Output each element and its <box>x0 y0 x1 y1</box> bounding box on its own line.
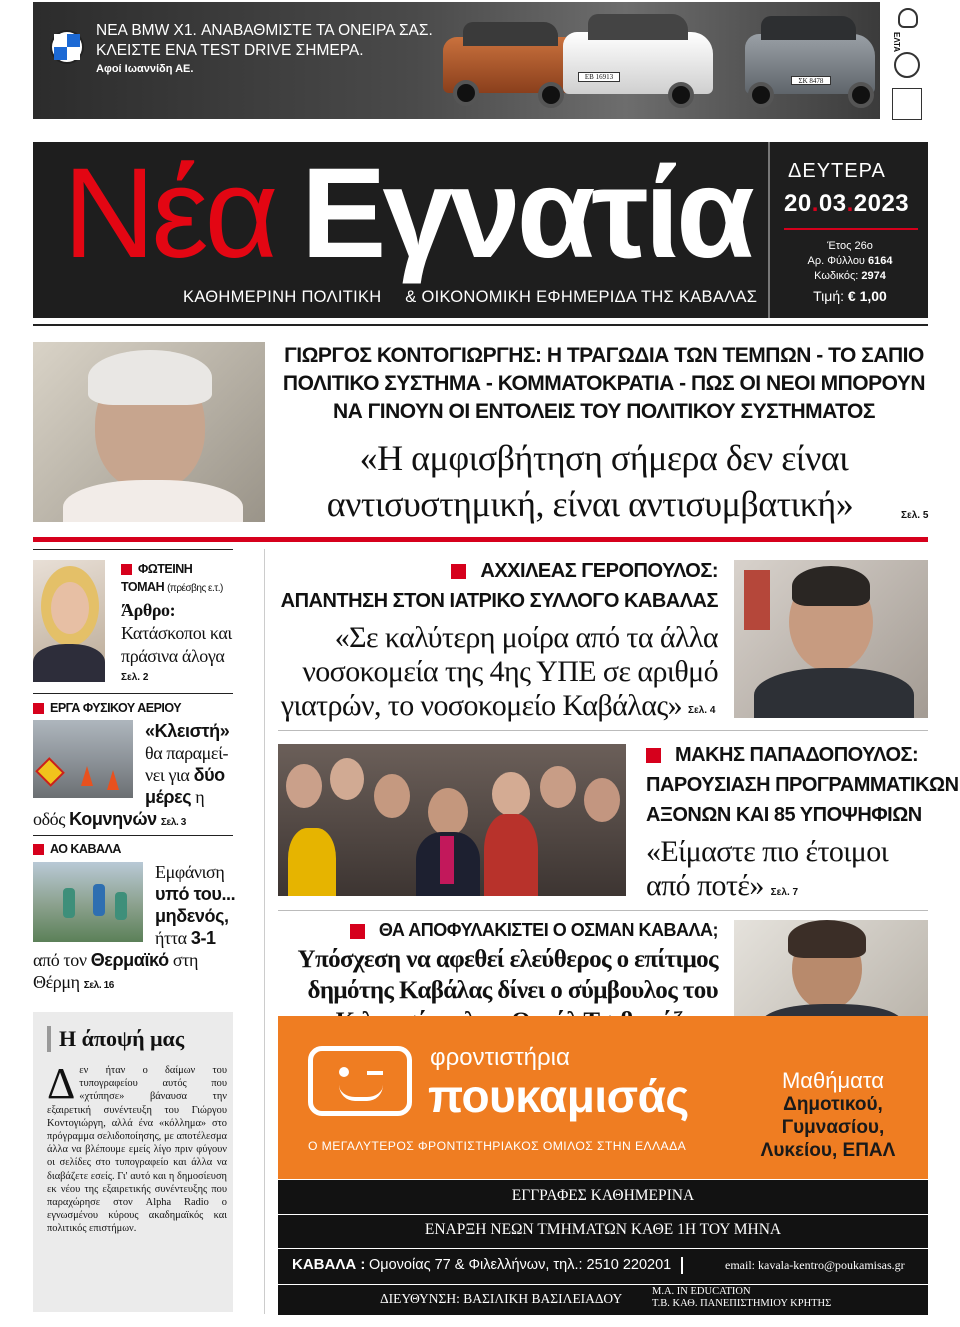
new-classes-text: ΕΝΑΡΞΗ ΝΕΩΝ ΤΜΗΜΑΤΩΝ ΚΑΘΕ 1Η ΤΟΥ ΜΗΝΑ <box>424 1221 782 1238</box>
email-text[interactable]: email: kavala-kentro@poukamisas.gr <box>725 1258 905 1272</box>
person-shape <box>374 774 410 818</box>
stamp-circle-icon <box>894 52 920 78</box>
plate-2: ΣΚ 8478 <box>791 76 831 85</box>
city-label: ΚΑΒΑΛΑ : <box>292 1256 366 1273</box>
title-nea: Νέα <box>63 142 275 285</box>
stamp-box <box>892 88 922 120</box>
osman-line-1[interactable]: Υπόσχεση να αφεθεί ελεύθερος ο επίτιμος <box>297 946 718 973</box>
tomai-page-ref: Σελ. 2 <box>121 672 149 683</box>
gerop-page-ref: Σελ. 4 <box>688 705 716 716</box>
person-shape <box>484 814 538 896</box>
jacket-shape <box>33 644 105 682</box>
lead-kicker-3: ΝΑ ΓΙΝΟΥΝ ΟΙ ΕΝΤΟΛΕΙΣ ΤΟΥ ΠΟΛΙΤΙΚΟΥ ΣΥΣΤΗΜΑΤΟΣ <box>332 400 875 423</box>
osman-photo[interactable] <box>734 920 928 1030</box>
masthead <box>33 142 928 318</box>
lead-page-ref: Σελ. 5 <box>901 510 929 521</box>
roadwork-photo[interactable] <box>33 720 133 798</box>
wink-logo-icon <box>308 1046 412 1116</box>
person-shape <box>330 758 364 800</box>
level-1: Δημοτικού, <box>783 1094 883 1115</box>
tagline-left: ΚΑΘΗΜΕΡΙΝΗ ΠΟΛΙΤΙΚΗ <box>183 288 382 306</box>
football-photo[interactable] <box>33 862 143 942</box>
person-shape <box>540 766 576 808</box>
sidebar-top-rule <box>33 549 233 550</box>
hair-shape <box>88 350 212 405</box>
ad-line-1: ΝΕΑ BMW X1. ΑΝΑΒΑΘΜΙΣΤΕ ΤΑ ΟΝΕΙΡΑ ΣΑΣ. <box>96 22 433 39</box>
postal-stamp <box>886 2 930 122</box>
traffic-cone-icon <box>81 766 93 786</box>
gas-line-5[interactable]: οδός Κομνηνών Σελ. 3 <box>33 809 186 829</box>
lead-quote-1[interactable]: «Η αμφισβήτηση σήμερα δεν είναι <box>359 438 849 478</box>
geropoulos-photo[interactable] <box>734 560 928 718</box>
elta-label: ΕΛΤΑ <box>892 32 901 53</box>
brand-small: φροντιστήρια <box>430 1044 570 1071</box>
gerop-quote-2[interactable]: νοσοκομεία της 4ης ΥΠΕ σε αριθμό <box>302 655 718 688</box>
traffic-cone-icon <box>107 770 119 790</box>
face-shape <box>51 582 89 634</box>
suit-shape <box>754 668 914 718</box>
date-rule <box>784 228 918 230</box>
opinion-text[interactable] <box>47 1059 227 1236</box>
gas-head: ΕΡΓΑ ΦΥΣΙΚΟΥ ΑΕΡΙΟΥ <box>33 701 181 715</box>
tomai-article-label: Άρθρο: <box>121 600 176 620</box>
bmw-logo-icon <box>50 30 84 64</box>
gas-line-1[interactable]: «Κλειστή» <box>145 721 230 741</box>
lead-quote-2[interactable]: αντισυστημική, είναι αντισυμβατική» <box>326 484 854 524</box>
papad-kicker-2: ΠΑΡΟΥΣΙΑΣΗ ΠΡΟΓΡΑΜΜΑΤΙΚΩΝ <box>646 774 959 796</box>
bar-separator <box>278 1284 928 1285</box>
gerop-kicker-1: ΑΧΧΙΛΕΑΣ ΓΕΡΟΠΟΥΛΟΣ: <box>280 560 718 583</box>
player-shape <box>93 884 105 916</box>
poukamisas-info-bars <box>278 1180 928 1315</box>
bar-separator <box>278 1248 928 1249</box>
brand-slogan: Ο ΜΕΓΑΛΥΤΕΡΟΣ ΦΡΟΝΤΙΣΤΗΡΙΑΚΟΣ ΟΜΙΛΟΣ ΣΤΗΝ ΕΛΛΑΔΑ <box>308 1139 687 1153</box>
kontogiorgis-photo[interactable] <box>33 342 265 522</box>
tomai-title-1[interactable]: Κατάσκοποι και <box>121 623 232 643</box>
lead-kicker-1: ΓΙΩΡΓΟΣ ΚΟΝΤΟΓΙΩΡΓΗΣ: Η ΤΡΑΓΩΔΙΑ ΤΩΝ ΤΕΜΠΩΝ - ΤΟ ΣΑΠΙΟ <box>284 344 924 367</box>
shirt-shape <box>63 480 243 522</box>
papad-quote-1[interactable]: «Είμαστε πιο έτοιμοι <box>646 835 889 868</box>
icon-frame-shape <box>744 570 770 630</box>
tie-shape <box>440 836 454 884</box>
hair-shape <box>788 920 866 958</box>
person-shape <box>492 772 530 816</box>
opinion-body: εν ήταν ο δαίμων του τυπογραφείου αυτός που «χτύπησε» βάναυσα την εξαιρετική συνέντευξη του Γιώργου Κοντογιώργη, αλλά ένα «κόλλημα» στο πρόγραμμα σελιδοποίησης, με αποτέλεσμα άλλα να βλέπουμε εμείς λίγο πριν φύγουν οι σελίδες στο τυπογραφείο και άλλα να διαβάζετε εσείς. Γι' αυτό και η δημοσίευση εκ νέου της εξαιρετικής συνέντευξης που παραχώρησε στον Alpha Radio ο εγνωσμένου κύρους ακαδημαϊκός και πολιτικός επιστήμων. <box>47 1065 227 1235</box>
ao-line-3[interactable]: μηδενός, <box>155 906 229 926</box>
ao-line-4[interactable]: ήττα 3-1 <box>155 928 216 948</box>
tomai-name-2: ΤΟΜΑΗ (πρέσβης ε.τ.) <box>121 580 223 594</box>
bar-separator <box>278 1214 928 1215</box>
person-shape <box>584 778 620 822</box>
tomai-photo[interactable] <box>33 560 105 682</box>
year-label: Έτος 26ο <box>827 240 873 252</box>
gerop-quote-1[interactable]: «Σε καλύτερη μοίρα από τα άλλα <box>334 621 718 654</box>
sidebar-rule-2 <box>33 693 233 694</box>
gerop-quote-3[interactable]: γιατρών, το νοσοκομείο Καβάλας» <box>280 689 682 722</box>
papad-kicker-3: ΑΞΟΝΩΝ ΚΑΙ 85 ΥΠΟΨΗΦΙΩΝ <box>646 804 922 826</box>
drop-cap: Δ <box>47 1059 76 1108</box>
plate-1: ΕΒ 16913 <box>578 72 620 82</box>
osman-line-2[interactable]: δημότης Καβάλας δίνει ο σύμβουλος του <box>307 977 718 1004</box>
column-divider <box>264 549 265 1314</box>
opinion-title: Η άποψή μας <box>47 1026 184 1052</box>
ao-line-2[interactable]: υπό του... <box>155 884 236 904</box>
hair-shape <box>792 566 870 606</box>
person-shape <box>286 764 322 808</box>
ao-line-5[interactable]: από τον Θερμαϊκό στη <box>33 950 198 970</box>
gas-line-3[interactable]: νει για δύο <box>145 765 225 785</box>
level-3: Λυκείου, ΕΠΑΛ <box>760 1140 896 1161</box>
ao-line-6[interactable]: Θέρμη Σελ. 16 <box>33 972 114 992</box>
tomai-name-1: ΦΩΤΕΙΝΗ <box>121 562 192 576</box>
tagline <box>183 288 757 307</box>
gerop-kicker-2: ΑΠΑΝΤΗΣΗ ΣΤΟΝ ΙΑΤΡΙΚΟ ΣΥΛΛΟΓΟ ΚΑΒΑΛΑΣ <box>280 590 718 612</box>
price-label: Τιμή: € 1,00 <box>813 288 887 304</box>
lead-kicker-2: ΠΟΛΙΤΙΚΟ ΣΥΣΤΗΜΑ - ΚΟΜΜΑΤΟΚΡΑΤΙΑ - ΠΩΣ ΟΙ ΝΕΟΙ ΜΠΟΡΟΥΝ <box>282 372 926 395</box>
roadwork-sign-icon <box>35 757 65 787</box>
player-shape <box>63 888 75 918</box>
bmw-ad-banner[interactable] <box>33 2 880 119</box>
issue-label: Αρ. Φύλλου 6164 <box>807 255 893 267</box>
rule-gerop <box>278 730 928 731</box>
level-2: Γυμνασίου, <box>781 1117 885 1138</box>
date-label: 20.03.2023 <box>784 190 910 217</box>
ao-line-1[interactable]: Εμφάνιση <box>155 862 225 882</box>
lead-red-rule <box>33 537 928 542</box>
code-label: Κωδικός: 2974 <box>814 270 886 282</box>
cred-2: Τ.Β. ΚΑΘ. ΠΑΝΕΠΙΣΤΗΜΙΟΥ ΚΡΗΤΗΣ <box>652 1298 832 1309</box>
brand-big: πουκαμισάς <box>428 1070 689 1122</box>
opinion-box <box>33 1012 233 1312</box>
tomai-title-2[interactable]: πράσινα άλογα <box>121 646 225 666</box>
elta-bird-icon <box>898 8 918 28</box>
papad-quote-2[interactable]: από ποτέ» Σελ. 7 <box>646 869 799 902</box>
sidebar-rule-3 <box>33 835 233 836</box>
person-shape <box>288 828 336 896</box>
title-egnatia: Εγνατία <box>301 142 751 285</box>
ad-dealer: Αφοί Ιωαννίδη ΑΕ. <box>96 63 194 75</box>
masthead-divider <box>33 324 928 326</box>
ad-line-2: ΚΛΕΙΣΤΕ ΕΝΑ TEST DRIVE ΣΗΜΕΡΑ. <box>96 42 364 59</box>
gas-line-2[interactable]: θα παραμεί- <box>145 743 229 763</box>
poukamisas-ad[interactable] <box>278 1016 928 1179</box>
director-text: ΔΙΕΥΘΥΝΣΗ: ΒΑΣΙΛΙΚΗ ΒΑΣΙΛΕΙΑΔΟΥ <box>380 1291 623 1306</box>
address-row <box>292 1256 689 1274</box>
day-label: ΔΕΥΤΕΡΑ <box>788 160 886 182</box>
date-box <box>768 142 928 318</box>
campaign-crowd-photo[interactable] <box>278 744 626 896</box>
cred-1: M.A. IN EDUCATION <box>652 1286 751 1297</box>
osman-kicker: ΘΑ ΑΠΟΦΥΛΑΚΙΣΤΕΙ Ο ΟΣΜΑΝ ΚΑΒΑΛΑ; <box>278 920 718 941</box>
gas-line-4[interactable]: μέρες η <box>145 787 205 807</box>
ao-head: ΑΟ ΚΑΒΑΛΑ <box>33 842 121 856</box>
enroll-text: ΕΓΓΡΑΦΕΣ ΚΑΘΗΜΕΡΙΝΑ <box>511 1187 695 1204</box>
credentials <box>652 1286 831 1310</box>
speaker-face-shape <box>428 788 468 836</box>
lessons-label: Μαθήματα <box>781 1068 884 1093</box>
rule-papad <box>278 910 928 911</box>
tagline-right: & ΟΙΚΟΝΟΜΙΚΗ ΕΦΗΜΕΡΙΔΑ ΤΗΣ ΚΑΒΑΛΑΣ <box>405 288 758 306</box>
player-shape <box>115 892 127 920</box>
papad-kicker-1: ΜΑΚΗΣ ΠΑΠΑΔΟΠΟΥΛΟΣ: <box>646 744 918 767</box>
address-text: Ομονοίας 77 & Φιλελλήνων, τηλ.: 2510 220201 <box>368 1257 672 1273</box>
